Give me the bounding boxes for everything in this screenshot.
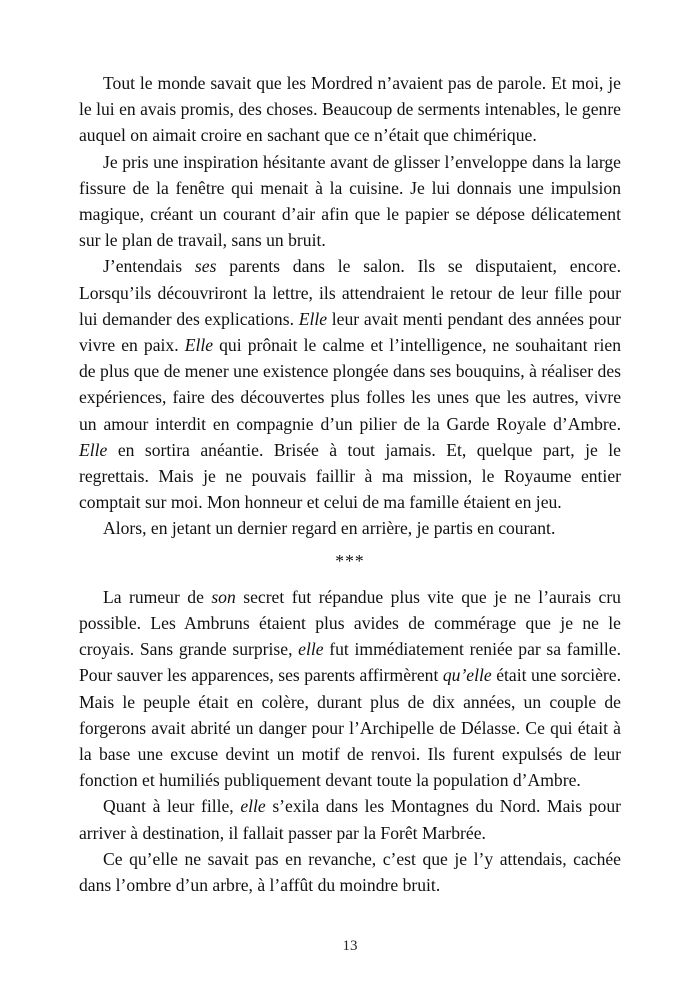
paragraph: Alors, en jetant un dernier regard en arrière, je partis en courant.	[103, 518, 556, 539]
emphasis: Elle	[298, 308, 328, 329]
section-separator: ***	[335, 550, 365, 571]
paragraph: Je pris une inspiration hésitante avant de glisser l’enveloppe dans la large fissure de la fenêtre qui menait à la cuisine. Je lui donnais une impulsion magique, créant un courant d’air afin que le papier se dépose délicatement sur le plan de travail, sans un bruit.	[79, 151, 621, 251]
emphasis: son	[211, 586, 236, 607]
paragraph: Ce qu’elle ne savait pas en revanche, c’est que je l’y attendais, cachée dans l’ombre d’un arbre, à l’affût du moindre bruit.	[79, 848, 621, 896]
emphasis: Elle	[184, 335, 214, 356]
book-page	[79, 70, 621, 898]
paragraph: La rumeur de son secret fut répandue plus vite que je ne l’aurais cru possible. Les Ambruns étaient plus avides de commérage que je ne le croyais. Sans grande surprise, elle fut immédiatement reniée par sa famille. Pour sauver les apparences, ses parents affirmèrent qu’elle était une sorcière. Mais le peuple était en colère, durant plus de dix années, un couple de forgerons avait abrité un danger pour l’Archipelle de Délasse. Ce qui était à la base une excuse devint un motif de renvoi. Ils furent expulsés de leur fonction et humiliés publiquement devant toute la population d’Ambre.	[79, 586, 621, 791]
paragraph: Quant à leur fille, elle s’exila dans les Montagnes du Nord. Mais pour arriver à destination, il fallait passer par la Forêt Marbrée.	[79, 796, 622, 843]
paragraph: J’entendais ses parents dans le salon. Ils se disputaient, encore. Lorsqu’ils découvriront la lettre, ils attendraient le retour de leur fille pour lui demander des explications. Elle leur avait menti pendant des années pour vivre en paix. Elle qui prônait le calme et l’intelligence, ne souhaitant rien de plus que de mener une existence plongée dans ses bouquins, à réaliser des expériences, faire des découvertes plus folles les unes que les autres, vivre un amour interdit en compagnie d’un pilier de la Garde Royale d’Ambre. Elle en sortira anéantie. Brisée à tout jamais. Et, quelque part, je le regrettais. Mais je ne pouvais faillir à ma mission, le Royaume entier comptait sur moi. Mon honneur et celui de ma famille étaient en jeu.	[79, 256, 622, 513]
emphasis: ses	[194, 256, 217, 277]
page-number: 13	[342, 938, 358, 954]
emphasis: qu’elle	[442, 665, 492, 686]
paragraph: Tout le monde savait que les Mordred n’avaient pas de parole. Et moi, je le lui en avais promis, des choses. Beaucoup de serments intenables, le genre auquel on aimait croire en sachant que ce n’était que chimérique.	[79, 73, 621, 146]
emphasis: Elle	[79, 439, 108, 460]
emphasis: elle	[240, 796, 266, 817]
emphasis: elle	[298, 639, 324, 660]
